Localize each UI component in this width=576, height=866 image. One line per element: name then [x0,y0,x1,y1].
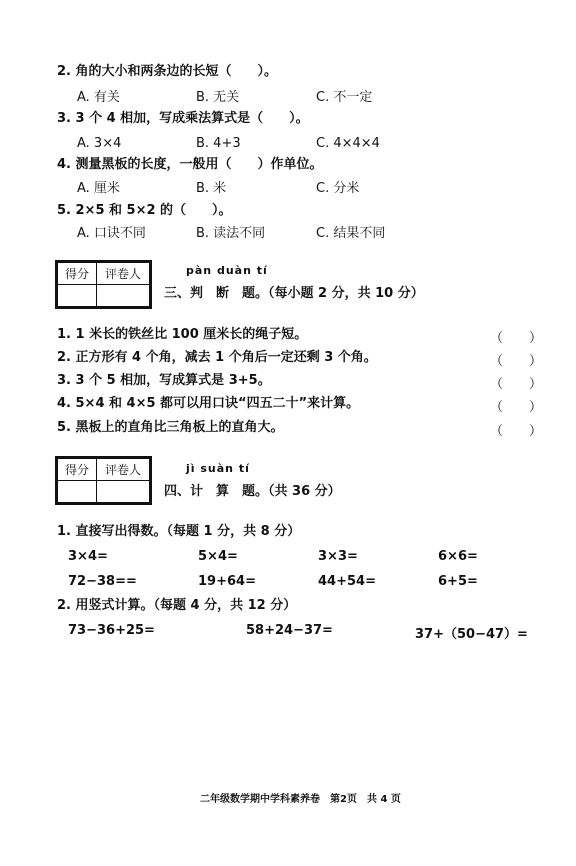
section3-pinyin: pàn duàn tí [186,264,268,277]
score-box [55,456,152,505]
grader-label: 评卷人 [97,459,150,481]
choice-option: A. 口诀不同 [77,226,146,241]
choice-option: C. 结果不同 [316,226,386,241]
answer-paren[interactable]: （ ） [490,354,543,369]
vertical-calc-item: 73−36+25= [68,623,155,638]
calc-item: 44+54= [318,574,376,589]
vertical-calc-item: 58+24−37= [246,623,333,638]
choice-question-3: 3. 3 个 4 相加，写成乘法算式是（ ）。 [57,111,309,126]
vertical-calc-item: 37+（50−47）= [415,627,528,642]
choice-option: C. 分米 [316,181,360,196]
choice-question-4: 4. 测量黑板的长度，一般用（ ）作单位。 [57,157,323,172]
calc-item: 6+5= [438,574,478,589]
answer-paren[interactable]: （ ） [490,424,543,439]
judge-item-5: 5. 黑板上的直角比三角板上的直角大。 [57,420,284,435]
score-cell[interactable] [58,481,97,503]
calc-item: 72−38== [68,574,137,589]
calc-item: 5×4= [198,549,238,564]
score-label: 得分 [58,459,97,481]
choice-option: B. 读法不同 [196,226,266,241]
calc-item: 3×3= [318,549,358,564]
calc-part1-title: 1. 直接写出得数。（每题 1 分，共 8 分） [57,524,301,539]
calc-item: 6×6= [438,549,478,564]
choice-option: A. 厘米 [77,181,120,196]
choice-option: B. 4+3 [196,136,241,151]
choice-option: C. 不一定 [316,90,373,105]
calc-item: 19+64= [198,574,256,589]
choice-option: A. 3×4 [77,136,122,151]
calc-part2-title: 2. 用竖式计算。（每题 4 分，共 12 分） [57,598,297,613]
section4-title: 四、计 算 题。（共 36 分） [164,484,341,499]
grader-label: 评卷人 [97,263,150,285]
judge-item-2: 2. 正方形有 4 个角，减去 1 个角后一定还剩 3 个角。 [57,350,377,365]
choice-option: C. 4×4×4 [316,136,380,151]
choice-question-5: 5. 2×5 和 5×2 的（ ）。 [57,203,232,218]
choice-option: A. 有关 [77,90,120,105]
answer-paren[interactable]: （ ） [490,377,543,392]
score-box [55,260,152,309]
judge-item-3: 3. 3 个 5 相加，写成算式是 3+5。 [57,373,271,388]
judge-item-1: 1. 1 米长的铁丝比 100 厘米长的绳子短。 [57,327,308,342]
section4-pinyin: jì suàn tí [186,462,250,475]
calc-item: 3×4= [68,549,108,564]
score-cell[interactable] [58,285,97,307]
choice-option: B. 米 [196,181,227,196]
score-label: 得分 [58,263,97,285]
choice-question-2: 2. 角的大小和两条边的长短（ ）。 [57,64,278,79]
grader-cell[interactable] [97,285,150,307]
page-footer: 二年级数学期中学科素养卷 第2页 共 4 页 [200,794,401,805]
section3-title: 三、判 断 题。（每小题 2 分，共 10 分） [164,286,424,301]
choice-option: B. 无关 [196,90,240,105]
grader-cell[interactable] [97,481,150,503]
answer-paren[interactable]: （ ） [490,331,543,346]
judge-item-4: 4. 5×4 和 4×5 都可以用口诀“四五二十”来计算。 [57,396,360,411]
answer-paren[interactable]: （ ） [490,400,543,415]
